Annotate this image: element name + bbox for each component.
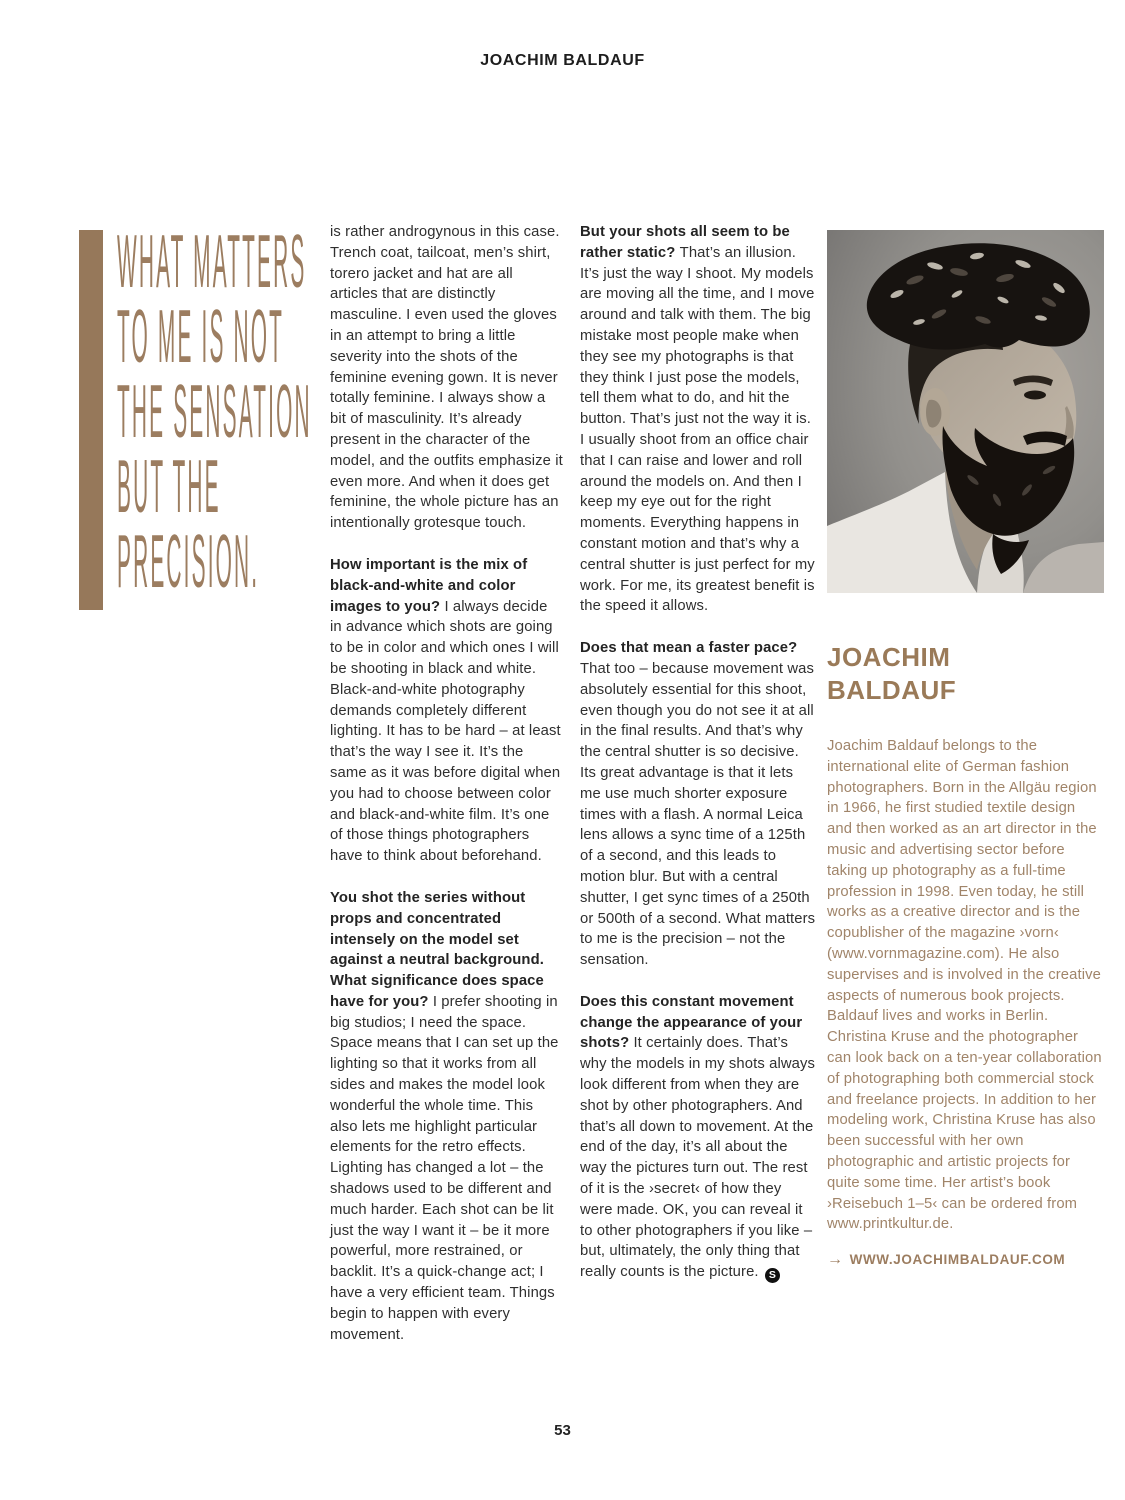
interview-answer: I prefer shooting in big studios; I need the space. Space means that I can set up the lighting so that it works from all sides and makes the model look wonderful the whole time. This also lets me highlight particular elements for the retro effects. Lighting has changed a lot – the shadows used to be different and much harder. Each shot can be lit just the way I want it – be it more powerful, more restrained, or backlit. It’s a quick-change act; I have a very efficient team. Things begin to happen with every movement. <box>330 993 559 1343</box>
qa-paragraph <box>330 555 563 867</box>
profile-bio: Joachim Baldauf belongs to the international elite of German fashion photographers. Born in the Allgäu region in 1966, he first studied textile design and then worked as an art director in the music and advertising sector before taking up photography as a full-time profession in 1998. Even today, he still works as a creative director and is the copublisher of the magazine ›vorn‹ (www.vornmagazine.com). He also supervises and is involved in the creative aspects of numerous book projects. Baldauf lives and works in Berlin. Christina Kruse and the photographer can look back on a ten-year collaboration of photographing both commercial stock and freelance projects. In addition to her modeling work, Christina Kruse has also been successful with her own photographic and artistic projects for quite some time. Her artist’s book ›Reisebuch 1–5‹ can be ordered from www.printkultur.de. <box>827 738 1102 1233</box>
qa-paragraph <box>330 222 563 534</box>
page-header-title: JOACHIM BALDAUF <box>480 52 645 69</box>
qa-paragraph <box>580 638 816 971</box>
arrow-right-icon: → <box>827 1251 844 1269</box>
qa-paragraph <box>580 222 816 617</box>
website-link[interactable] <box>827 1251 1104 1269</box>
profile-heading-line2: BALDAUF <box>827 675 957 705</box>
interview-question: Does this constant movement change the appearance of your shots? <box>580 993 803 1052</box>
pullquote-line: PRECISION. <box>117 519 260 604</box>
pullquote-line: TO ME IS NOT <box>117 294 285 379</box>
interview-question: How important is the mix of black-and-white and color images to you? <box>330 556 528 615</box>
interview-question: You shot the series without props and concentrated intensely on the model set against a neutral background. What significance does space have for you? <box>330 889 544 1010</box>
profile-heading <box>827 641 1104 707</box>
interview-question: Does that mean a faster pace? <box>580 640 798 657</box>
pullquote-line: THE SENSATION <box>117 369 312 454</box>
pullquote-bar <box>79 230 103 610</box>
pullquote-line: BUT THE <box>117 444 221 529</box>
interview-answer: I always decide in advance which shots are going to be in color and which ones I will be shooting in black and white. Black-and-white photography demands completely different lighting. It has to be hard – at least that’s the way I see it. It’s the same as it was before digital when you had to choose between color and black-and-white film. It’s one of those things photographers have to think about beforehand. <box>330 598 561 865</box>
qa-paragraph <box>330 888 563 1346</box>
profile-heading-line1: JOACHIM <box>827 642 951 672</box>
profile-column <box>827 230 1104 1269</box>
interview-answer: is rather androgynous in this case. Trench coat, tailcoat, men’s shirt, torero jacket and hat are all articles that are distinctly masculine. I even used the gloves in an attempt to bring a little severity into the shots of the feminine evening gown. It is never totally feminine. I always show a bit of masculinity. It’s already present in the character of the model, and the outfits emphasize it even more. And when it does get feminine, the whole picture has an intentionally grotesque touch. <box>330 224 563 532</box>
interview-answer: That too – because movement was absolutely essential for this shoot, even though you do not see it at all in the final results. And that’s why the central shutter is so decisive. Its great advantage is that it lets me use much shorter exposure times with a flash. A normal Leica lens allows a sync time of a 125th of a second, and this leads to motion blur. But with a central shutter, I get sync times of a 250th or 500th of a second. What matters to me is the precision – not the sensation. <box>580 660 816 969</box>
interview-question: But your shots all seem to be rather static? <box>580 224 790 261</box>
end-of-article-mark: S <box>765 1268 780 1283</box>
website-link-label: WWW.JOACHIMBALDAUF.COM <box>849 1252 1066 1268</box>
interview-answer: It certainly does. That’s why the models in my shots always look different from when they are shot by other photographers. And that’s all down to movement. At the end of the day, it’s all about the way the pictures turn out. The rest of it is the ›secret‹ of how they were made. OK, you can reveal it to other photographers if you like – but, ultimately, the only thing that really counts is the picture. <box>580 1035 816 1281</box>
pullquote-line: WHAT MATTERS <box>117 219 307 304</box>
page-number: 53 <box>554 1422 571 1439</box>
article-column-2 <box>580 222 816 1304</box>
eye <box>1024 391 1046 400</box>
qa-paragraph <box>580 992 816 1283</box>
article-column-1 <box>330 222 563 1366</box>
portrait-photo <box>827 230 1104 593</box>
interview-answer: That’s an illusion. It’s just the way I shoot. My models are moving all the time, and I move around and talk with them. The big mistake most people make when they see my photographs is that they think I just pose the models, tell them what to do, and hit the button. That’s just not the way it is. I usually shoot from an office chair that I can raise and lower and roll around the models on. And then I keep my eye out for the right moments. Everything happens in constant motion and that’s why a central shutter is just perfect for my work. For me, its greatest benefit is the speed it allows. <box>580 244 815 615</box>
